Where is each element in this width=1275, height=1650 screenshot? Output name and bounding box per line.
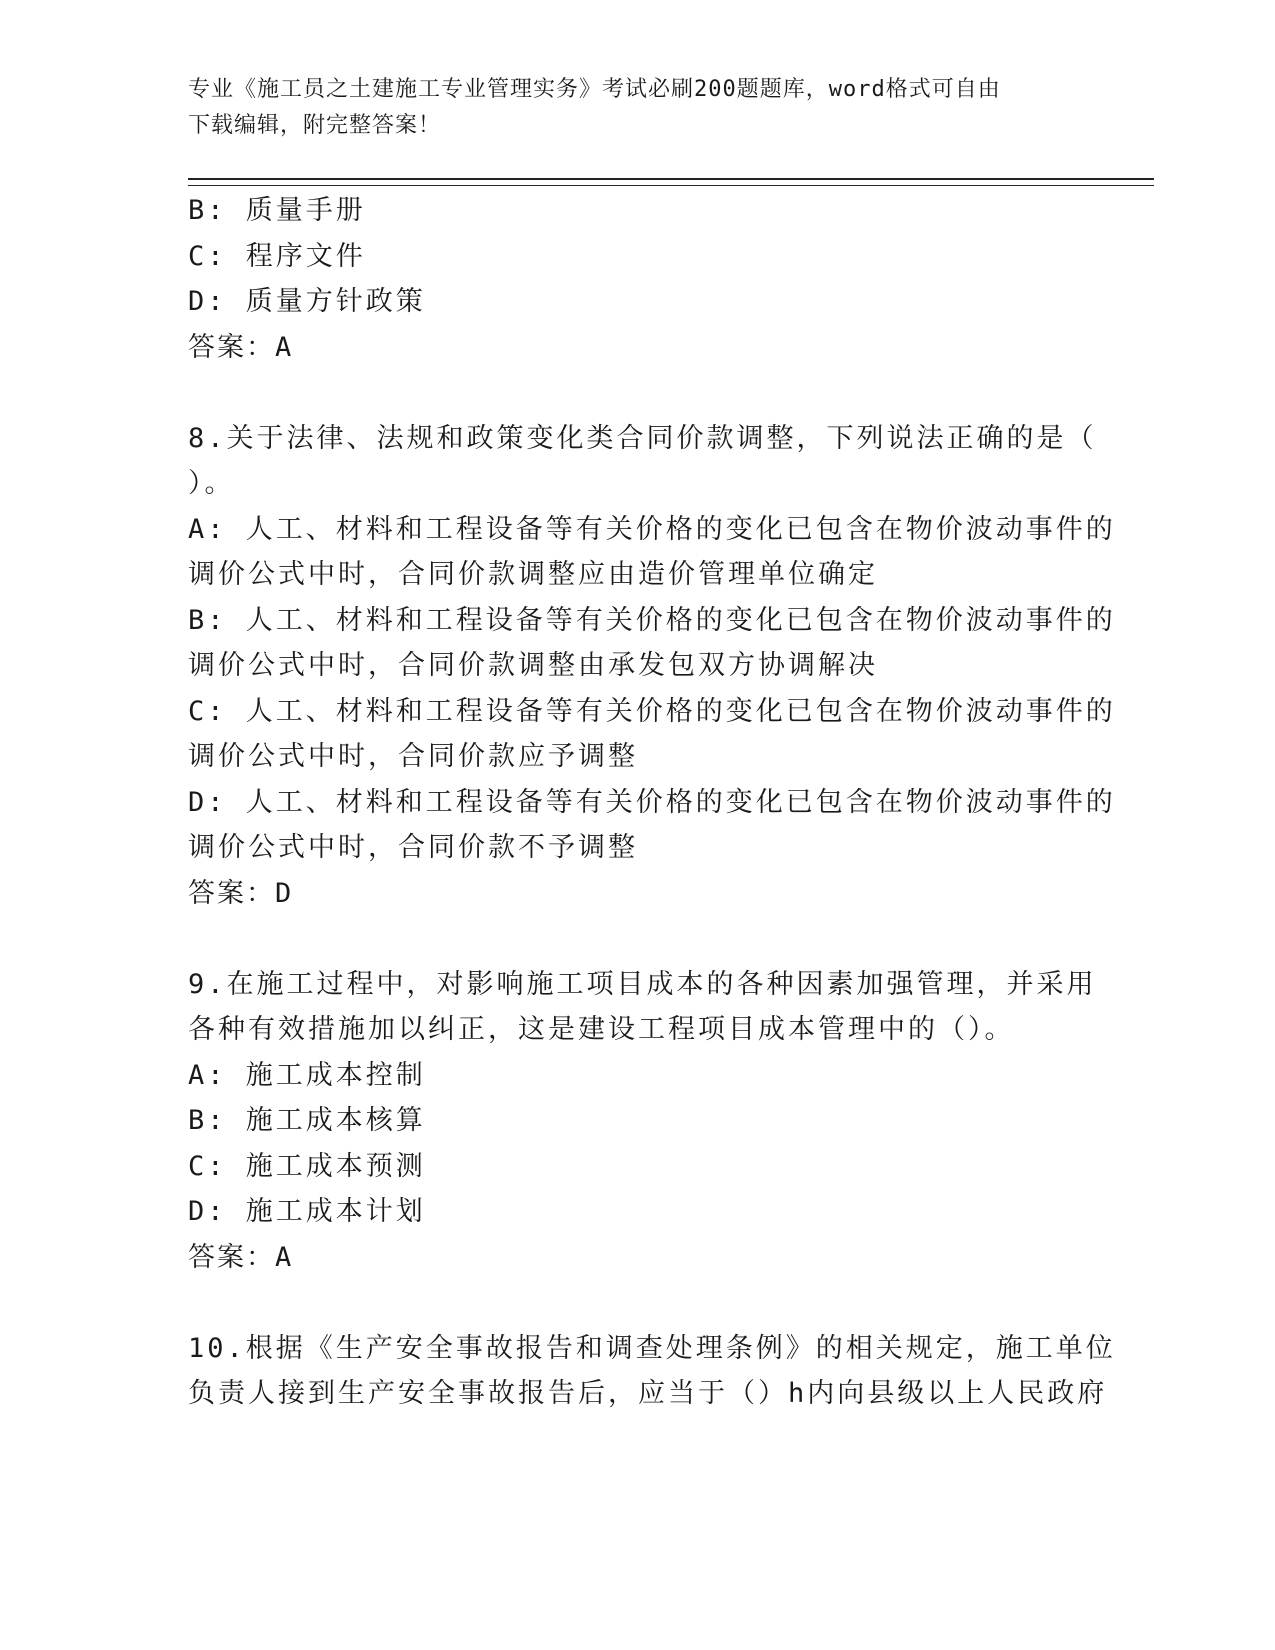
option-line: 调价公式中时，合同价款调整应由造价管理单位确定 <box>188 559 878 590</box>
question-10 <box>188 1326 1116 1417</box>
answer-value: A <box>275 331 293 363</box>
page-header <box>188 72 1068 144</box>
question-stem: 10.根据《生产安全事故报告和调查处理条例》的相关规定，施工单位 <box>188 1332 1116 1364</box>
option-b: B: 质量手册 <box>188 195 366 226</box>
option-line: D: 人工、材料和工程设备等有关价格的变化已包含在物价波动事件的 <box>188 786 1116 818</box>
question-stem: 各种有效措施加以纠正，这是建设工程项目成本管理中的（）。 <box>188 1014 1015 1045</box>
option-line: C: 人工、材料和工程设备等有关价格的变化已包含在物价波动事件的 <box>188 695 1116 727</box>
answer-line <box>188 325 1088 371</box>
option-line: C: 施工成本预测 <box>188 1150 426 1182</box>
question-stem: ）。 <box>188 468 235 499</box>
spacer <box>188 370 1088 416</box>
option-line: A: 施工成本控制 <box>188 1059 426 1091</box>
question-stem: 9.在施工过程中，对影响施工项目成本的各种因素加强管理，并采用 <box>188 968 1097 1000</box>
continued-question <box>188 188 1088 370</box>
option-line: D: 施工成本计划 <box>188 1196 426 1227</box>
header-title-line-2: 下载编辑，附完整答案！ <box>188 113 442 138</box>
option-c: C: 程序文件 <box>188 240 366 272</box>
option-d: D: 质量方针政策 <box>188 286 426 317</box>
answer-label: 答案： <box>188 877 275 909</box>
spacer <box>188 1280 1088 1326</box>
question-stem: 8.关于法律、法规和政策变化类合同价款调整，下列说法正确的是（ <box>188 422 1097 454</box>
header-title-line-1: 专业《施工员之土建施工专业管理实务》考试必刷200题题库，word格式可自由 <box>188 77 1001 102</box>
option-line: 调价公式中时，合同价款不予调整 <box>188 832 638 863</box>
answer-value: D <box>275 877 293 909</box>
answer-line <box>188 871 1088 917</box>
option-line: B: 施工成本核算 <box>188 1105 426 1136</box>
option-line: A: 人工、材料和工程设备等有关价格的变化已包含在物价波动事件的 <box>188 513 1116 545</box>
option-line: 调价公式中时，合同价款调整由承发包双方协调解决 <box>188 650 878 681</box>
question-8 <box>188 416 1116 917</box>
answer-label: 答案： <box>188 1241 275 1273</box>
answer-line <box>188 1235 1088 1281</box>
header-divider <box>188 178 1154 186</box>
question-9 <box>188 962 1097 1281</box>
answer-label: 答案： <box>188 331 275 363</box>
answer-value: A <box>275 1241 293 1273</box>
question-content <box>188 188 1116 1417</box>
option-line: B: 人工、材料和工程设备等有关价格的变化已包含在物价波动事件的 <box>188 604 1116 636</box>
spacer <box>188 916 1088 962</box>
question-stem: 负责人接到生产安全事故报告后，应当于（）h内向县级以上人民政府 <box>188 1378 1108 1409</box>
option-line: 调价公式中时，合同价款应予调整 <box>188 741 638 772</box>
